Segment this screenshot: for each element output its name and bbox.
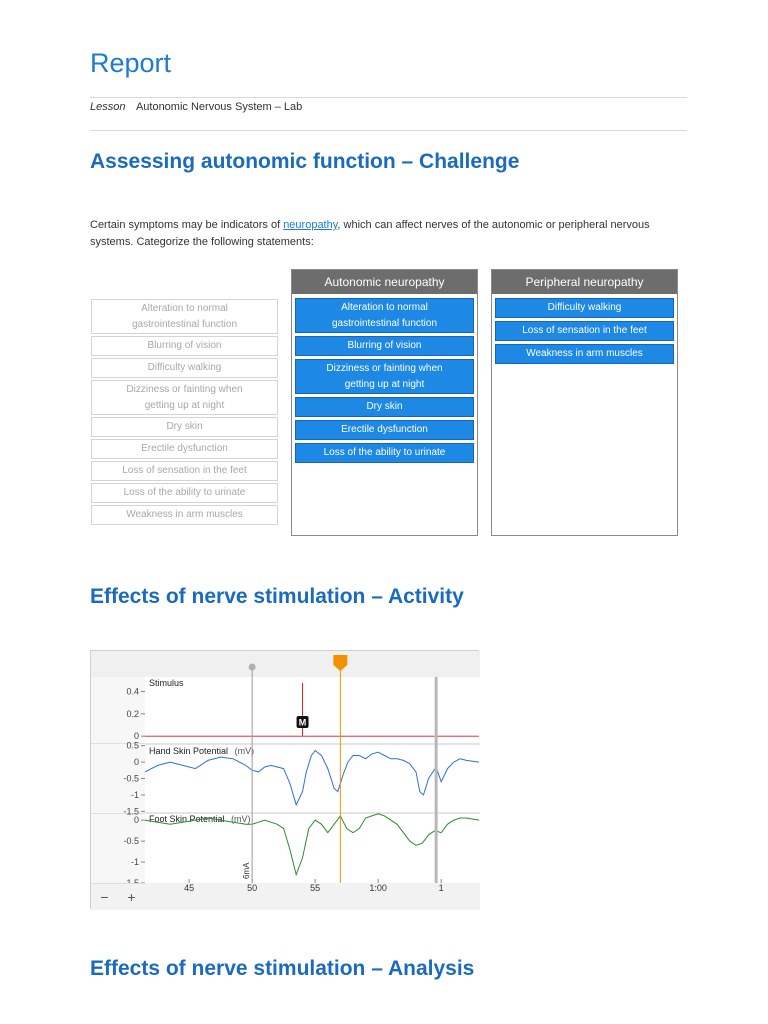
section-title-challenge: Assessing autonomic function – Challenge: [90, 150, 520, 173]
chart-toolbar-strip: [91, 651, 480, 677]
x-tick-label: 1:00: [369, 883, 387, 893]
intro-text-after: , which can affect nerves of the autonomic or peripheral nervous systems. Categorize the following statements:: [90, 219, 650, 248]
zoom-in-button[interactable]: +: [127, 888, 136, 905]
bucket-item[interactable]: Loss of sensation in the feet: [495, 321, 674, 341]
pool-item[interactable]: Alteration to normal gastrointestinal function: [91, 299, 278, 334]
pool-item[interactable]: Loss of the ability to urinate: [91, 483, 278, 503]
pool-item[interactable]: Weakness in arm muscles: [91, 505, 278, 525]
pool-item[interactable]: Dry skin: [91, 417, 278, 437]
bucket-item[interactable]: Blurring of vision: [295, 336, 474, 356]
zoom-controls: [91, 883, 145, 909]
y-tick-label: 0: [133, 731, 139, 742]
intro-text-before: Certain symptoms may be indicators of: [90, 219, 284, 231]
channel-unit-foot: (mV): [231, 814, 251, 824]
pool-item[interactable]: Blurring of vision: [91, 336, 278, 356]
bucket-item[interactable]: Erectile dysfunction: [295, 420, 474, 440]
intro-text: [90, 217, 680, 251]
pool-item[interactable]: Dizziness or fainting when getting up at night: [91, 380, 278, 415]
section-title-analysis: Effects of nerve stimulation – Analysis: [90, 957, 475, 980]
channel-title-foot-name: Foot Skin Potential: [149, 814, 225, 824]
y-tick-label: 0: [133, 757, 139, 768]
section-title-activity: Effects of nerve stimulation – Activity: [90, 585, 464, 608]
recording-chart-svg: [91, 651, 480, 910]
pool-item[interactable]: Difficulty walking: [91, 358, 278, 378]
bucket-header: Peripheral neuropathy: [492, 270, 677, 294]
plot-area: [145, 677, 479, 883]
divider: [90, 130, 687, 131]
zoom-out-button[interactable]: −: [100, 888, 109, 905]
x-axis-strip: [91, 883, 480, 910]
y-tick-label: 0.5: [126, 740, 139, 751]
lesson-label: Lesson: [90, 101, 126, 113]
bucket-item[interactable]: Difficulty walking: [495, 298, 674, 318]
x-tick-label: 45: [184, 883, 195, 893]
bucket-item[interactable]: Loss of the ability to urinate: [295, 443, 474, 463]
neuropathy-link[interactable]: neuropathy: [283, 219, 338, 231]
bucket-peripheral[interactable]: [491, 269, 678, 536]
x-tick-label: 55: [310, 883, 321, 893]
x-tick-label: 50: [247, 883, 258, 893]
channel-unit-hand: (mV): [234, 746, 255, 756]
lesson-breadcrumb: [90, 101, 302, 113]
bucket-item[interactable]: Alteration to normal gastrointestinal function: [295, 298, 474, 333]
y-tick-label: 0: [133, 815, 139, 826]
recording-chart[interactable]: [90, 650, 479, 909]
y-tick-label: -0.5: [123, 773, 139, 784]
y-tick-label: -1.5: [123, 806, 139, 817]
channel-title-stimulus: Stimulus: [149, 678, 184, 688]
bucket-item[interactable]: Dizziness or fainting when getting up at night: [295, 359, 474, 394]
lesson-name: Autonomic Nervous System – Lab: [135, 101, 303, 113]
x-tick-label: 1: [438, 883, 444, 893]
statement-pool: [91, 299, 278, 527]
pool-item[interactable]: Erectile dysfunction: [91, 439, 278, 459]
bucket-header: Autonomic neuropathy: [292, 270, 477, 294]
bucket-item[interactable]: Weakness in arm muscles: [495, 344, 674, 364]
y-tick-label: 0.4: [126, 686, 139, 697]
y-tick-label: -0.5: [123, 836, 139, 847]
divider: [90, 97, 687, 98]
event-marker-label: M: [298, 717, 307, 728]
y-tick-label: -1: [130, 857, 139, 868]
bucket-autonomic[interactable]: [291, 269, 478, 536]
pool-item[interactable]: Loss of sensation in the feet: [91, 461, 278, 481]
record-start-handle[interactable]: [249, 664, 256, 671]
y-tick-label: 0.2: [126, 708, 139, 719]
channel-title-hand-name: Hand Skin Potential: [149, 746, 229, 756]
y-tick-label: -1: [130, 789, 139, 800]
report-title: Report: [90, 48, 172, 78]
channel-title-hand: [149, 746, 254, 756]
bucket-item[interactable]: Dry skin: [295, 397, 474, 417]
stimulus-level-label: 6mA: [242, 862, 252, 879]
